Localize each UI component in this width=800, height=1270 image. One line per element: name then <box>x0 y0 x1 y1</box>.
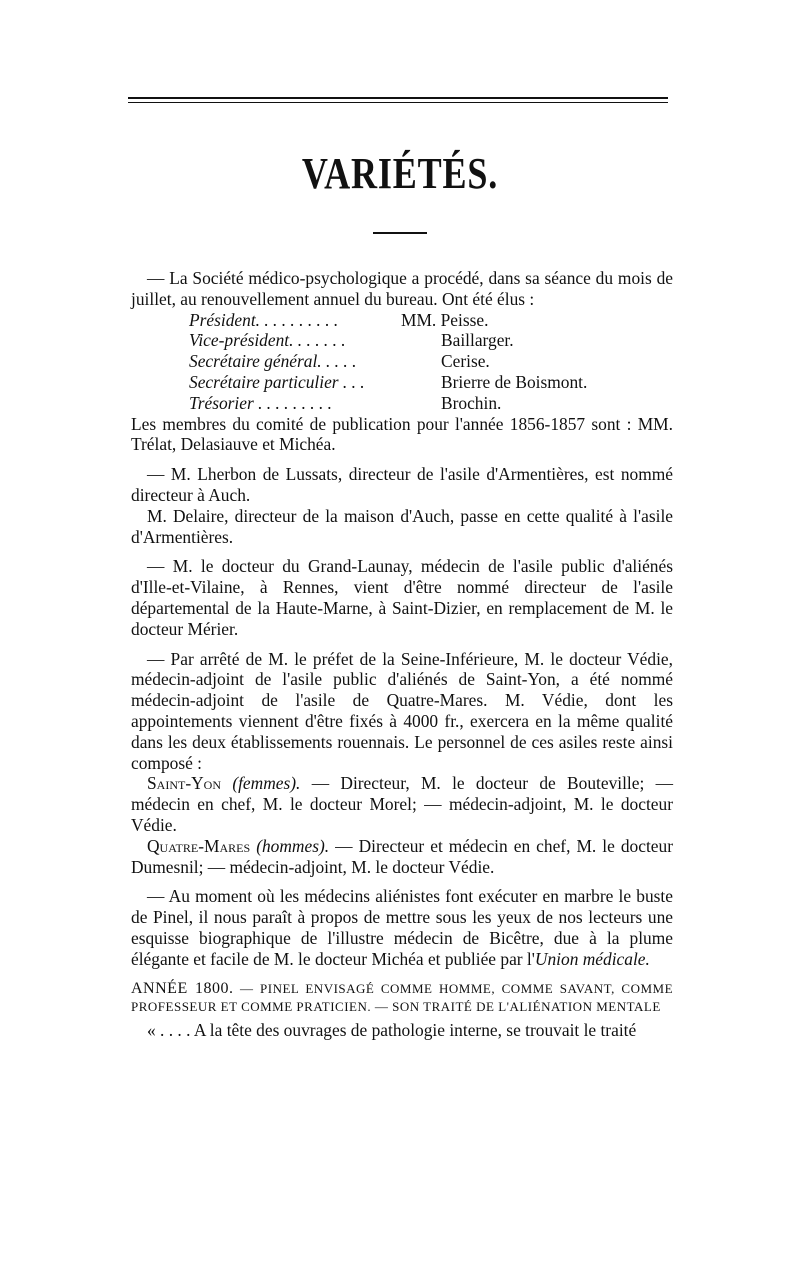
officer-row <box>131 372 673 393</box>
body-text <box>131 268 673 1040</box>
officer-row <box>131 310 673 331</box>
paragraph-vedie: — Par arrêté de M. le préfet de la Seine-Inférieure, M. le docteur Védie, médecin-adjoint de l'asile public d'aliénés de Saint-Yon, a été nommé médecin-adjoint de l'asile de Quatre-Mares. M. Védie, dont les appointements viennent d'être fixés à 4000 fr., exercera en la même qualité dans les deux établissements rouennais. Le personnel de ces asiles reste ainsi composé : <box>131 648 673 773</box>
officer-role: Secrétaire général. . . . . <box>189 351 357 372</box>
heading-text: — PINEL ENVISAGÉ COMME HOMME, COMME SAVANT, COMME PROFESSEUR ET COMME PRATICIEN. — SON TRAITÉ DE L'ALIÉNATION MENTALE <box>131 980 674 1014</box>
quatre-mares-label: Quatre-Mares <box>147 835 251 856</box>
top-double-rule-thin <box>128 102 668 103</box>
officers-list <box>131 310 673 414</box>
paragraph-delaire: M. Delaire, directeur de la maison d'Auch, passe en cette qualité à l'asile d'Armentières. <box>131 505 673 547</box>
union-medicale: Union médicale. <box>534 948 650 969</box>
paragraph-saint-yon <box>131 773 673 835</box>
paragraph-quatre-mares <box>131 836 673 878</box>
paragraph-lherbon: — M. Lherbon de Lussats, directeur de l'asile d'Armentières, est nommé directeur à Auch. <box>131 464 673 505</box>
page-title: VARIÉTÉS. <box>301 149 499 198</box>
top-double-rule <box>128 97 668 99</box>
title-divider <box>373 232 427 234</box>
pinel-text: — Au moment où les médecins aliénistes font exécuter en marbre le buste de Pinel, il nous paraît à propos de mettre sous les yeux de nos lecteurs une esquisse biographique de l'illustre médecin de Bicêtre, due à la plume élégante et facile de M. le docteur Michéa et publiée par l' <box>131 886 673 969</box>
officer-role: Trésorier . . . . . . . . . <box>189 392 333 413</box>
paragraph-grand-launay: — M. le docteur du Grand-Launay, médecin de l'asile public d'aliénés d'Ille-et-Vilaine, à Rennes, vient d'être nommé directeur de l'asile départemental de la Haute-Marne, à Saint-Dizier, en remplacement de M. le docteur Mérier. <box>131 556 673 639</box>
saint-yon-text: — Directeur, M. le docteur de Bouteville; — médecin en chef, M. le docteur Morel; — médecin-adjoint, M. le docteur Védie. <box>131 773 673 835</box>
saint-yon-label: Saint-Yon <box>147 773 222 794</box>
officer-row <box>131 330 673 351</box>
officer-name: Cerise. <box>441 351 490 372</box>
quatre-mares-sub: (hommes). <box>256 835 330 856</box>
paragraph-election: — La Société médico-psychologique a procédé, dans sa séance du mois de juillet, au renouvellement annuel du bureau. Ont été élus : <box>131 268 673 309</box>
paragraph-committee: Les membres du comité de publication pour l'année 1856-1857 sont : MM. Trélat, Delasiauve et Michéa. <box>131 413 673 455</box>
officer-name: Brierre de Boismont. <box>441 371 588 392</box>
section-heading <box>131 980 673 1016</box>
officer-role: Président. . . . . . . . . . <box>189 309 339 330</box>
officer-role: Vice-président. . . . . . . <box>189 330 346 351</box>
officer-name: Baillarger. <box>441 330 514 351</box>
officer-role: Secrétaire particulier . . . <box>189 371 365 392</box>
officer-row <box>131 393 673 414</box>
saint-yon-sub: (femmes). <box>232 773 301 794</box>
officer-name: MM. Peisse. <box>401 309 489 330</box>
paragraph-pinel <box>131 886 673 969</box>
officer-name: Brochin. <box>441 392 502 413</box>
officer-row <box>131 351 673 372</box>
quatre-mares-text: — Directeur et médecin en chef, M. le docteur Dumesnil; — médecin-adjoint, M. le docteur Védie. <box>131 835 673 877</box>
heading-year: ANNÉE 1800. <box>131 979 234 997</box>
paragraph-quote: « . . . . A la tête des ouvrages de pathologie interne, se trouvait le traité <box>147 1019 637 1040</box>
